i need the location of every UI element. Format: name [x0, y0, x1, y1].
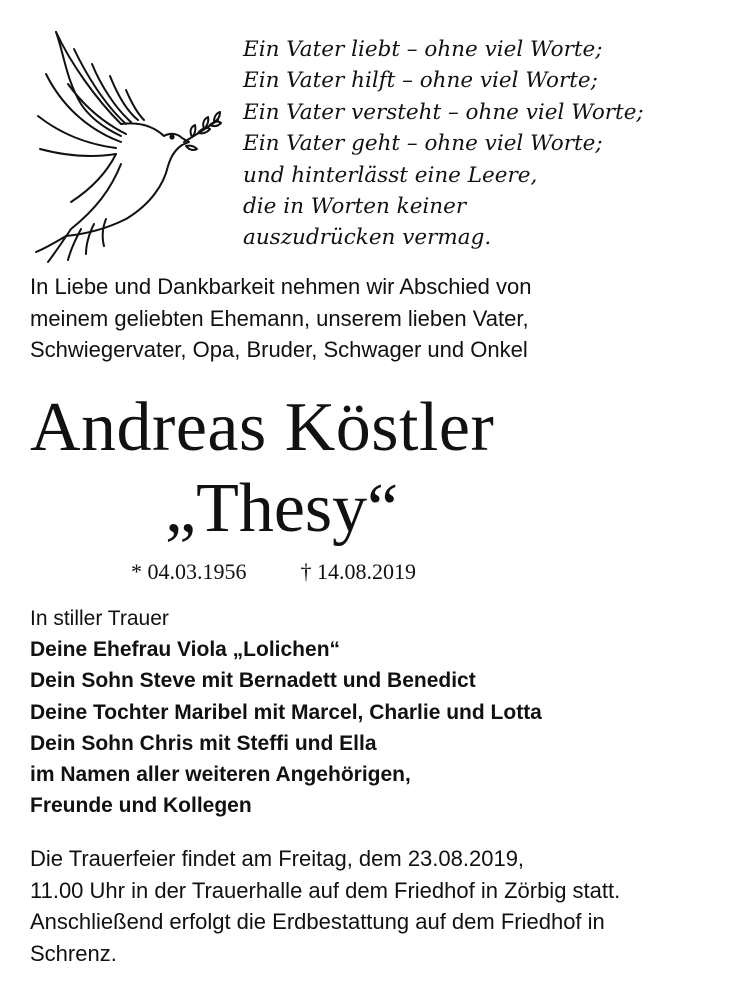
intro-line: Schwiegervater, Opa, Bruder, Schwager und Onkel [30, 337, 528, 362]
dove-icon [26, 24, 236, 264]
mourners [30, 603, 542, 821]
mourner-line: Deine Tochter Maribel mit Marcel, Charlie und Lotta [30, 700, 542, 724]
death-date: † 14.08.2019 [300, 559, 416, 584]
service-line: 11.00 Uhr in der Trauerhalle auf dem Friedhof in Zörbig statt. [30, 877, 621, 903]
intro-line: In Liebe und Dankbarkeit nehmen wir Abschied von [30, 274, 532, 299]
life-dates [131, 557, 416, 587]
poem-line: und hinterlässt eine Leere, [243, 162, 538, 188]
service-line: Die Trauerfeier findet am Freitag, dem 23.08.2019, [30, 846, 525, 871]
intro-line: meinem geliebten Ehemann, unserem lieben Vater, [30, 305, 529, 331]
service-line: Anschließend erfolgt die Erdbestattung auf dem Friedhof in [30, 909, 605, 934]
intro-text [30, 271, 531, 366]
poem-line: Ein Vater liebt – ohne viel Worte; [243, 37, 603, 62]
mourner-line: Freunde und Kollegen [30, 794, 252, 818]
mourner-line: Deine Ehefrau Viola „Lolichen“ [30, 638, 341, 662]
mourner-line: im Namen aller weiteren Angehörigen, [30, 762, 411, 786]
poem-line: Ein Vater versteht – ohne viel Worte; [243, 99, 644, 125]
mourner-line: Dein Sohn Chris mit Steffi und Ella [30, 731, 377, 755]
poem-line: die in Worten keiner [243, 193, 467, 219]
poem-line: auszudrücken vermag. [243, 225, 492, 251]
deceased-nickname: „Thesy“ [165, 470, 399, 547]
deceased-name: Andreas Köstler [30, 389, 495, 466]
funeral-service-info [30, 843, 620, 969]
mourners-heading: In stiller Trauer [30, 607, 169, 630]
poem [243, 34, 644, 254]
mourner-line: Dein Sohn Steve mit Bernadett und Benedict [30, 669, 476, 693]
poem-line: Ein Vater hilft – ohne viel Worte; [243, 68, 598, 94]
service-line: Schrenz. [30, 940, 117, 966]
birth-date: * 04.03.1956 [131, 559, 247, 584]
poem-line: Ein Vater geht – ohne viel Worte; [243, 131, 603, 157]
